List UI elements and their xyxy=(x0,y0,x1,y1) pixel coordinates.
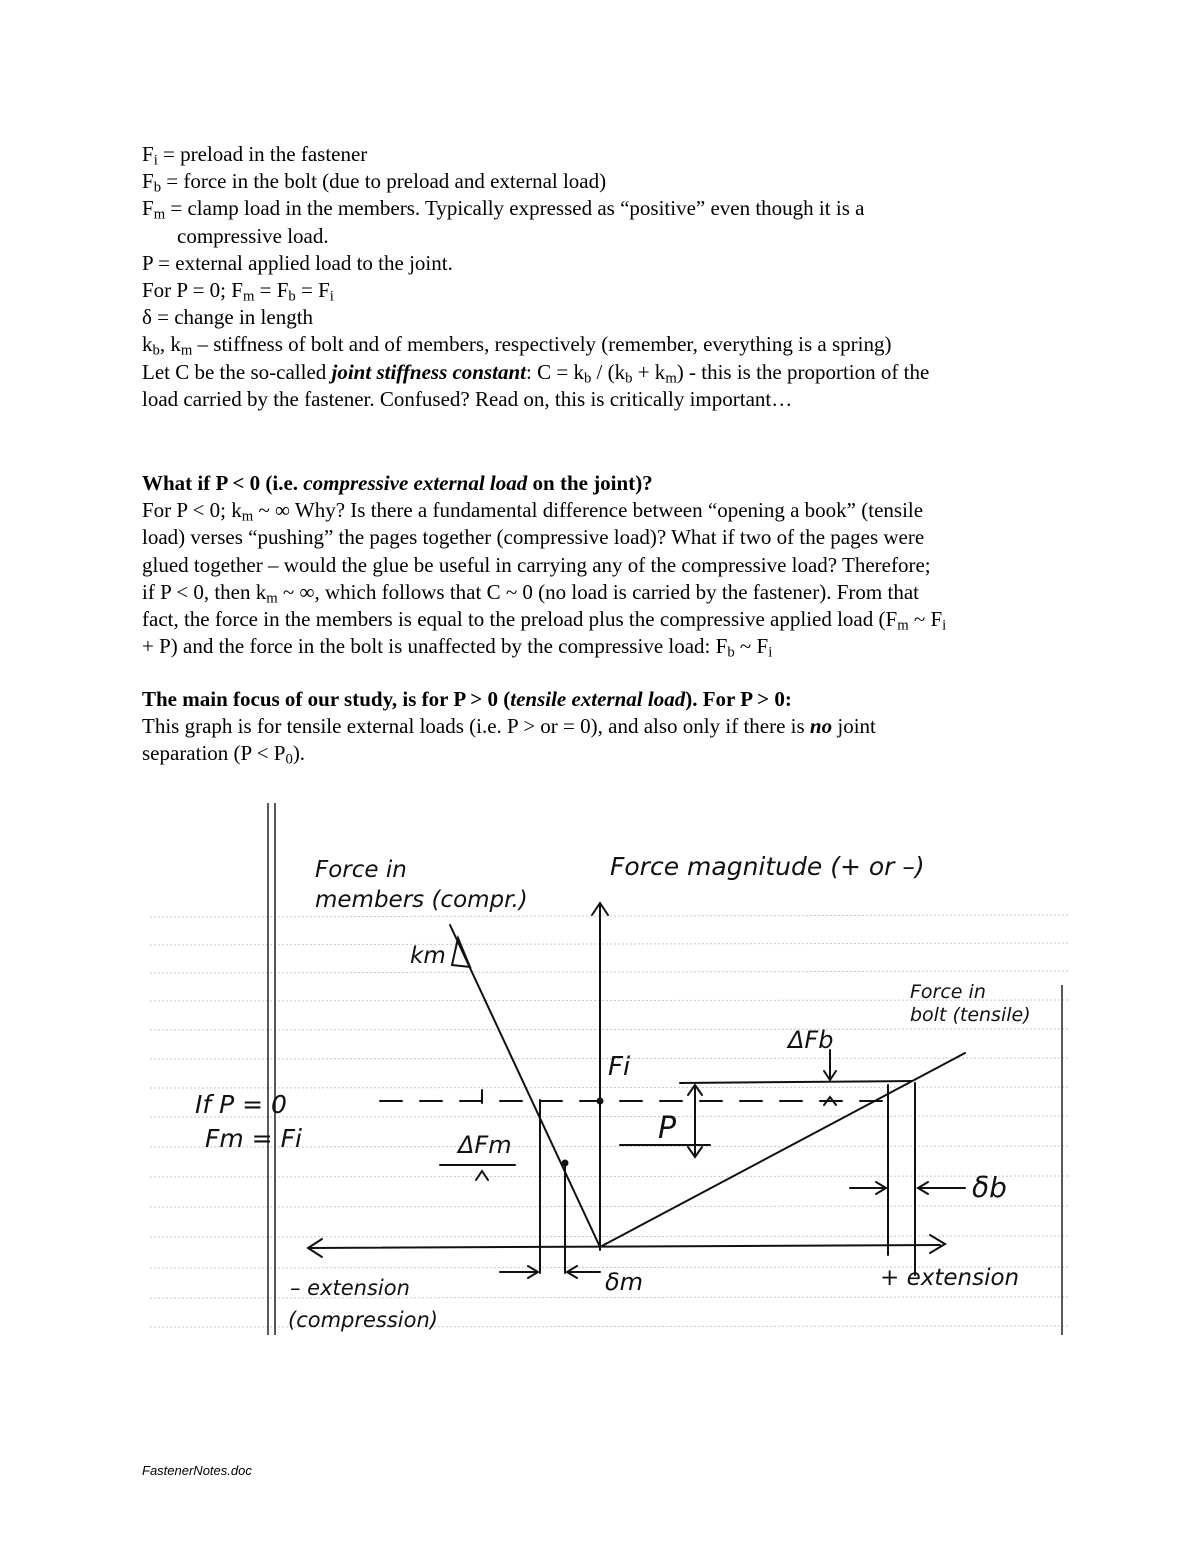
dfm-arrow-bottom-head xyxy=(476,1171,488,1180)
def-fb: $F_b$ = force in the bolt (due to preload and external load) xyxy=(142,169,607,196)
tensile-section xyxy=(142,686,1062,768)
def-fi: $F_i$ = preload in the fastener xyxy=(142,142,368,169)
compressive-line-6: + P) and the force in the bolt is unaffected by the compressive load: $F_b$ ~ $F_i$ xyxy=(142,634,773,661)
preload-point xyxy=(597,1098,604,1105)
def-fm: $F_m$ = clamp load in the members. Typically expressed as “positive” even though it is a xyxy=(142,196,865,224)
label-force-members-1: Force in xyxy=(315,857,407,883)
label-force-bolt-1: Force in xyxy=(910,981,986,1003)
extension-axis xyxy=(310,1245,940,1248)
members-point xyxy=(562,1160,569,1167)
diagram-strokes xyxy=(308,903,965,1278)
label-positive-extension: + extension xyxy=(880,1265,1020,1291)
label-km: km xyxy=(410,943,446,969)
tensile-line-1: This graph is for tensile external loads (i.e. P > or = 0), and also only if there is no joint xyxy=(142,714,876,739)
label-force-magnitude: Force magnitude (+ or –) xyxy=(610,852,925,881)
label-compression: (compression) xyxy=(288,1308,438,1332)
def-joint-constant: Let C be the so-called joint stiffness constant: $C = k_b / (k_b + k_m)$ - this is the proportion of the xyxy=(142,359,930,387)
members-line xyxy=(450,925,600,1247)
km-triangle xyxy=(452,938,470,967)
compressive-line-5: fact, the force in the members is equal to the preload plus the compressive applied load ($F_m$ ~ $F_i$ xyxy=(142,607,947,634)
compressive-section xyxy=(142,470,1062,660)
bolt-force-level xyxy=(680,1081,912,1083)
footer-filename: FastenerNotes.doc xyxy=(142,1463,252,1478)
label-fm-fi: Fm = Fi xyxy=(205,1124,302,1153)
def-for-p0: For P = 0; $F_m = F_b = F_i$ xyxy=(142,278,334,305)
label-force-bolt-2: bolt (tensile) xyxy=(910,1004,1031,1026)
label-delta-m: δm xyxy=(605,1268,644,1296)
compressive-line-3: glued together – would the glue be useful in carrying any of the compressive load? Therefore; xyxy=(142,552,931,577)
def-delta: δ = change in length xyxy=(142,305,314,330)
label-negative-extension: – extension xyxy=(290,1276,410,1300)
compressive-line-4: if P < 0, then $k_m$ ~ ∞, which follows that C ~ 0 (no load is carried by the fastener). From that xyxy=(142,579,919,607)
label-delta-fb: ΔFb xyxy=(788,1026,834,1054)
def-joint-constant-cont: load carried by the fastener. Confused? Read on, this is critically important… xyxy=(142,386,793,411)
definitions-block xyxy=(142,141,1062,413)
force-deflection-diagram xyxy=(140,795,1070,1340)
compressive-line-2: load) verses “pushing” the pages together (compressive load)? What if two of the pages were xyxy=(142,525,925,550)
def-p: P = external applied load to the joint. xyxy=(142,250,453,275)
def-stiffness: $k_b$, $k_m$ – stiffness of bolt and of members, respectively (remember, everything is a spring) xyxy=(142,332,892,360)
label-delta-fm: ΔFm xyxy=(458,1131,512,1159)
label-p: P xyxy=(658,1111,677,1146)
compressive-line-1: For P < 0; $k_m$ ~ ∞ Why? Is there a fundamental difference between “opening a book” (tensile xyxy=(142,498,924,525)
extension-axis-right-arrow xyxy=(930,1235,945,1253)
label-force-members-2: members (compr.) xyxy=(315,887,528,913)
def-fm-continued: compressive load. xyxy=(177,223,329,248)
tensile-line-2: separation $(P < P_0)$. xyxy=(142,741,306,769)
label-if-p0: If P = 0 xyxy=(195,1090,287,1119)
label-delta-b: δb xyxy=(972,1171,1007,1204)
compressive-heading: What if P < 0 (i.e. compressive external load on the joint)? xyxy=(142,471,653,495)
tensile-heading: The main focus of our study, is for P > 0 (tensile external load). For P > 0: xyxy=(142,687,792,711)
label-fi: Fi xyxy=(608,1052,631,1082)
